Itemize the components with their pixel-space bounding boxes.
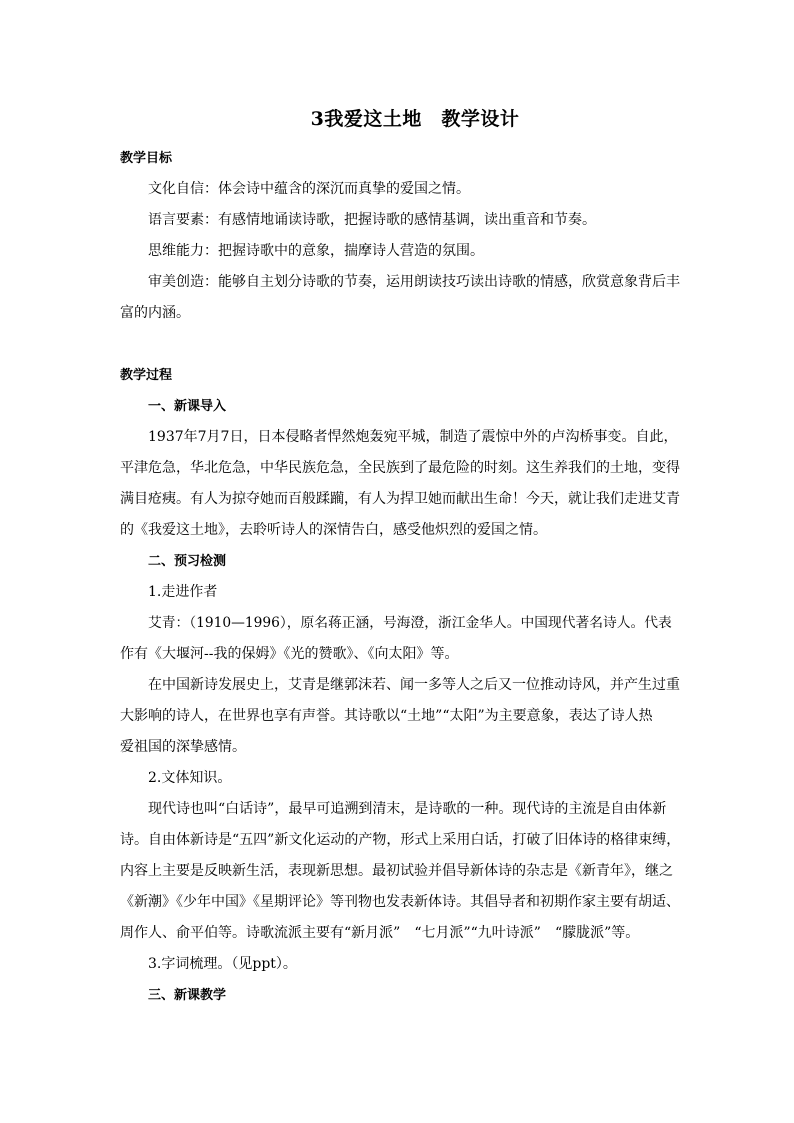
item-label: 2.文体知识。 [148, 770, 232, 786]
document-body [120, 143, 680, 1011]
intro-line: 平津危急，华北危急，中华民族危急，全民族到了最危险的时刻。这生养我们的土地，变得 [120, 460, 680, 476]
section-heading-process: 教学过程 [120, 368, 173, 383]
section-heading-goals: 教学目标 [120, 151, 173, 166]
genre-line: 周作人、俞平伯等。诗歌流派主要有“新月派” “七月派”“九叶诗派” “朦胧派”等。 [120, 925, 640, 941]
spacer [120, 329, 680, 360]
goal-line: 审美创造：能够自主划分诗歌的节奏，运用朗读技巧读出诗歌的情感，欣赏意象背后丰 [148, 274, 680, 290]
intro-line: 满目疮痍。有人为掠夺她而百般蹂躏，有人为捍卫她而献出生命！今天，就让我们走进艾青 [120, 491, 680, 507]
genre-line: 现代诗也叫“白话诗”，最早可追溯到清末，是诗歌的一种。现代诗的主流是自由体新 [148, 801, 667, 817]
author-line: 艾青：（1910—1996），原名蒋正涵，号海澄，浙江金华人。中国现代著名诗人。代表 [148, 615, 672, 631]
genre-line: 内容上主要是反映新生活，表现新思想。最初试验并倡导新体诗的杂志是《新青年》，继之 [120, 863, 673, 879]
genre-line: 诗。自由体新诗是“五四”新文化运动的产物，形式上采用白话，打破了旧体诗的格律束缚， [120, 832, 681, 848]
author-line: 作有《大堰河--我的保姆》《光的赞歌》、《向太阳》等。 [120, 646, 459, 662]
goal-line: 语言要素：有感情地诵读诗歌，把握诗歌的感情基调，读出重音和节奏。 [148, 212, 596, 228]
influence-line: 爱祖国的深挚感情。 [120, 739, 246, 755]
item-label: 1.走进作者 [148, 584, 218, 600]
influence-line: 大影响的诗人，在世界也享有声誉。其诗歌以“土地”“太阳”为主要意象，表达了诗人热 [120, 708, 653, 724]
part-heading-preview: 二、预习检测 [148, 554, 227, 569]
intro-line: 的《我爱这土地》，去聆听诗人的深情告白，感受他炽烈的爱国之情。 [120, 522, 547, 538]
goal-line: 思维能力：把握诗歌中的意象，揣摩诗人营造的氛围。 [148, 243, 484, 259]
intro-line: 1937年7月7日，日本侵略者悍然炮轰宛平城，制造了震惊中外的卢沟桥事变。自此， [148, 429, 678, 445]
item-label: 3.字词梳理。（见ppt）。 [148, 956, 297, 972]
genre-line: 《新潮》《少年中国》《星期评论》等刊物也发表新体诗。其倡导者和初期作家主要有胡适、 [120, 894, 680, 910]
part-heading-intro: 一、新课导入 [148, 399, 227, 414]
part-heading-teaching: 三、新课教学 [148, 988, 227, 1003]
goal-line: 富的内涵。 [120, 305, 190, 321]
influence-line: 在中国新诗发展史上，艾青是继郭沫若、闻一多等人之后又一位推动诗风，并产生过重 [148, 677, 680, 693]
document-title: 3我爱这土地 教学设计 [310, 108, 520, 130]
goal-line: 文化自信：体会诗中蕴含的深沉而真挚的爱国之情。 [148, 181, 470, 197]
